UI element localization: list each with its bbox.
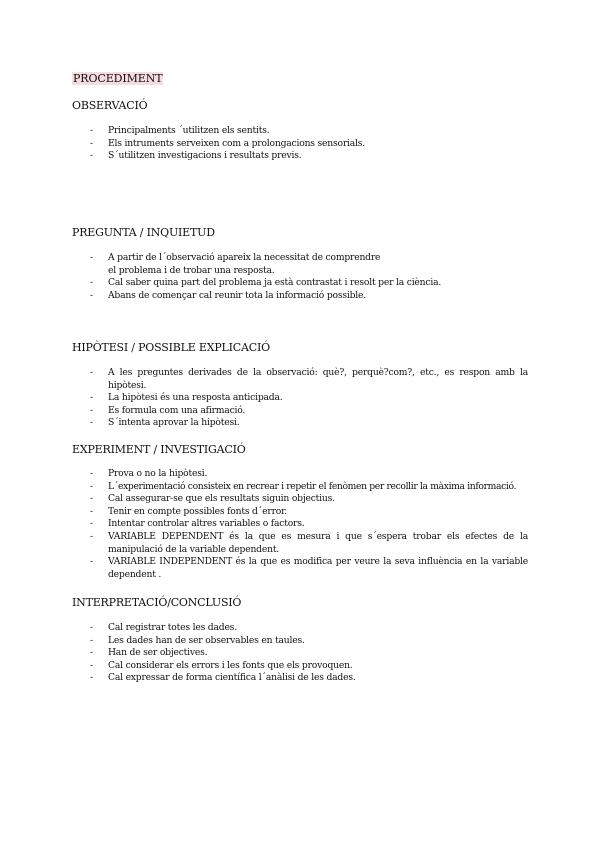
list-item — [90, 252, 390, 277]
list-item — [90, 468, 528, 481]
bullet-dash: - — [90, 150, 93, 162]
list-item-text: Principalments ´utilitzen els sentits. — [108, 125, 270, 136]
list-item — [90, 672, 528, 685]
bullet-dash: - — [90, 289, 93, 301]
bullet-dash: - — [90, 659, 93, 671]
list-item — [90, 150, 528, 163]
section-list-pregunta-cont — [90, 277, 528, 302]
list-item-text: La hipòtesi és una resposta anticipada. — [108, 392, 283, 404]
bullet-dash: - — [90, 367, 93, 378]
section-heading-experiment: EXPERIMENT / INVESTIGACIÓ — [72, 443, 246, 456]
list-item-text: Els intruments serveixen com a prolongacions sensorials. — [108, 137, 366, 149]
list-item — [90, 506, 528, 519]
bullet-dash: - — [90, 392, 93, 404]
list-item — [90, 125, 528, 138]
bullet-dash: - — [90, 137, 93, 149]
list-item-text: VARIABLE DEPENDENT és la que es mesura i que s´espera trobar els efectes de la manipulació de la variable dependent. — [108, 530, 528, 555]
list-item — [90, 367, 528, 392]
bullet-dash: - — [90, 647, 93, 659]
list-item-text: Cal assegurar-se que els resultats siguin objectius. — [108, 493, 335, 505]
bullet-dash: - — [90, 417, 93, 429]
bullet-dash: - — [90, 518, 93, 530]
list-item-text: Prova o no la hipòtesi. — [108, 468, 208, 479]
bullet-dash: - — [90, 125, 93, 136]
section-heading-pregunta: PREGUNTA / INQUIETUD — [72, 226, 215, 239]
section-list-hipotesi — [90, 367, 528, 430]
list-item — [90, 481, 528, 494]
list-item — [90, 647, 528, 660]
list-item-text: Cal saber quina part del problema ja està contrastat i resolt per la ciència. — [108, 277, 442, 288]
list-item — [90, 635, 528, 648]
bullet-dash: - — [90, 277, 93, 288]
list-item-text: L´experimentació consisteix en recrear i repetir el fenòmen per recollir la màxima informació. — [108, 480, 517, 492]
bullet-dash: - — [90, 622, 93, 633]
list-item-text: Abans de començar cal reunir tota la informació possible. — [108, 289, 366, 301]
list-item — [90, 531, 528, 556]
bullet-dash: - — [90, 468, 93, 479]
section-list-interpretacio — [90, 622, 528, 685]
list-item-text: Es formula com una afirmació. — [108, 404, 246, 416]
list-item — [90, 622, 528, 635]
bullet-dash: - — [90, 634, 93, 646]
list-item-text: A partir de l´observació apareix la necessitat de comprendre el problema i de trobar una resposta. — [108, 252, 381, 276]
list-item-text: Intentar controlar altres variables o factors. — [108, 518, 305, 530]
bullet-dash: - — [90, 672, 93, 684]
list-item-text: S´utilitzen investigacions i resultats previs. — [108, 150, 302, 162]
list-item-text: A les preguntes derivades de la observació: què?, perquè?com?, etc., es respon amb la hipòtesi. — [108, 367, 528, 391]
list-item — [90, 290, 528, 303]
list-item — [90, 392, 528, 405]
section-heading-observacio: OBSERVACIÓ — [72, 99, 148, 112]
bullet-dash: - — [90, 252, 93, 263]
bullet-dash: - — [90, 505, 93, 517]
bullet-dash: - — [90, 530, 93, 542]
bullet-dash: - — [90, 493, 93, 505]
list-item-text: Cal registrar totes les dades. — [108, 622, 237, 633]
list-item — [90, 660, 528, 673]
bullet-dash: - — [90, 556, 93, 568]
section-heading-interpretacio: INTERPRETACIÓ/CONCLUSIÓ — [72, 596, 242, 609]
list-item — [90, 493, 528, 506]
list-item-text: Han de ser objectives. — [108, 647, 208, 659]
bullet-dash: - — [90, 480, 93, 492]
list-item — [90, 417, 528, 430]
list-item-text: VARIABLE INDEPENDENT és la que es modifica per veure la seva influència en la variable dependent . — [108, 556, 528, 580]
list-item — [90, 556, 528, 581]
list-item — [90, 518, 528, 531]
list-item-text: Les dades han de ser observables en taules. — [108, 634, 305, 646]
section-list-experiment — [90, 468, 528, 581]
list-item-text: Tenir en compte possibles fonts d´error. — [108, 505, 287, 517]
section-list-observacio — [90, 125, 528, 163]
section-heading-hipotesi: HIPÒTESI / POSSIBLE EXPLICACIÓ — [72, 341, 270, 354]
list-item-text: Cal considerar els errors i les fonts que els provoquen. — [108, 659, 353, 671]
list-item — [90, 277, 528, 290]
list-item — [90, 138, 528, 151]
list-item-text: Cal expressar de forma científica l´anàlisi de les dades. — [108, 672, 356, 684]
document-title: PROCEDIMENT — [73, 72, 163, 85]
list-item — [90, 405, 528, 418]
list-item-text: S´intenta aprovar la hipòtesi. — [108, 417, 240, 429]
section-list-pregunta — [90, 252, 390, 277]
bullet-dash: - — [90, 404, 93, 416]
